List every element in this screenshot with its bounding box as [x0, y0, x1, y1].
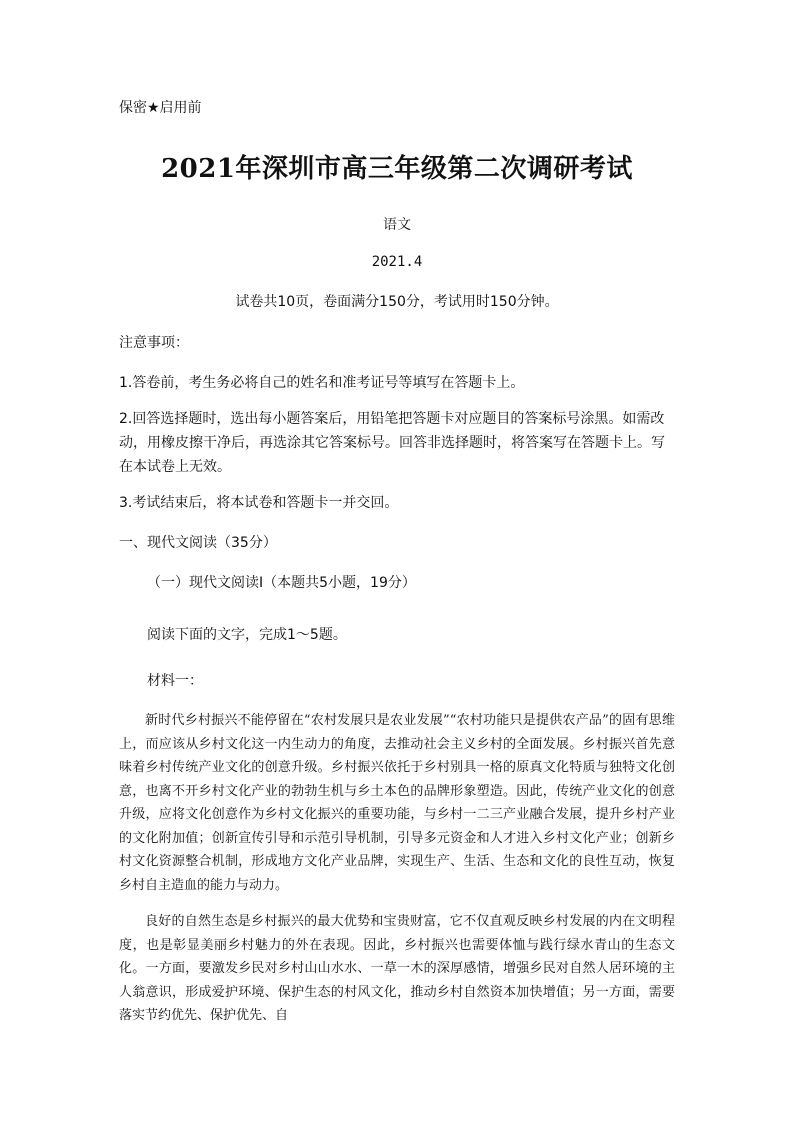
exam-info: 试卷共10页，卷面满分150分，考试用时150分钟。 — [235, 294, 559, 310]
subject-label: 语文 — [383, 217, 411, 233]
section-subheading: （一）现代文阅读Ⅰ（本题共5小题，19分） — [147, 575, 416, 591]
material-label: 材料一： — [147, 673, 203, 689]
note-item-1: 1.答卷前，考生务必将自己的姓名和准考证号等填写在答题卡上。 — [119, 375, 525, 391]
reading-instruction: 阅读下面的文字，完成1～5题。 — [147, 627, 347, 643]
body-paragraph-2: 良好的自然生态是乡村振兴的最大优势和宝贵财富，它不仅直观反映乡村发展的内在文明程度，也是彰显美丽乡村魅力的外在表现。因此，乡村振兴也需要体恤与践行绿水青山的生态文化。一方面，要激发乡民对乡村山山水水、一草一木的深厚感情，增强乡民对自然人居环境的主人翁意识，形成爱护环境、保护生态的村风文化，推动乡村自然资本加快增值；另一方面，需要落实节约优先、保护优先、自 — [119, 914, 675, 1023]
body-paragraph-1: 新时代乡村振兴不能停留在“农村发展只是农业发展”“农村功能只是提供农产品”的固有思维上，而应该从乡村文化这一内生动力的角度，去推动社会主义乡村的全面发展。乡村振兴首先意味着乡村传统产业文化的创意升级。乡村振兴依托于乡村别具一格的原真文化特质与独特文化创意，也离不开乡村文化产业的勃勃生机与乡土本色的品牌形象塑造。因此，传统产业文化的创意升级，应将文化创意作为乡村文化振兴的重要功能，与乡村一二三产业融合发展，提升乡村产业的文化附加值；创新宣传引导和示范引导机制，引导多元资金和人才进入乡村文化产业；创新乡村文化资源整合机制，形成地方文化产业品牌，实现生产、生活、生态和文化的良性互动，恢复乡村自主造血的能力与动力。 — [119, 713, 675, 893]
notes-heading: 注意事项： — [119, 335, 189, 351]
section-heading: 一、现代文阅读（35分） — [119, 535, 277, 551]
confidential-label: 保密★启用前 — [119, 100, 202, 116]
exam-title: 2021年深圳市高三年级第二次调研考试 — [161, 154, 633, 184]
note-item-3: 3.考试结束后，将本试卷和答题卡一并交回。 — [119, 495, 399, 511]
note-item-2: 2.回答选择题时，选出每小题答案后，用铅笔把答题卡对应题目的答案标号涂黑。如需改动，用橡皮擦干净后，再选涂其它答案标号。回答非选择题时，将答案写在答题卡上。写在本试卷上无效。 — [119, 411, 665, 475]
exam-date: 2021.4 — [371, 254, 423, 270]
